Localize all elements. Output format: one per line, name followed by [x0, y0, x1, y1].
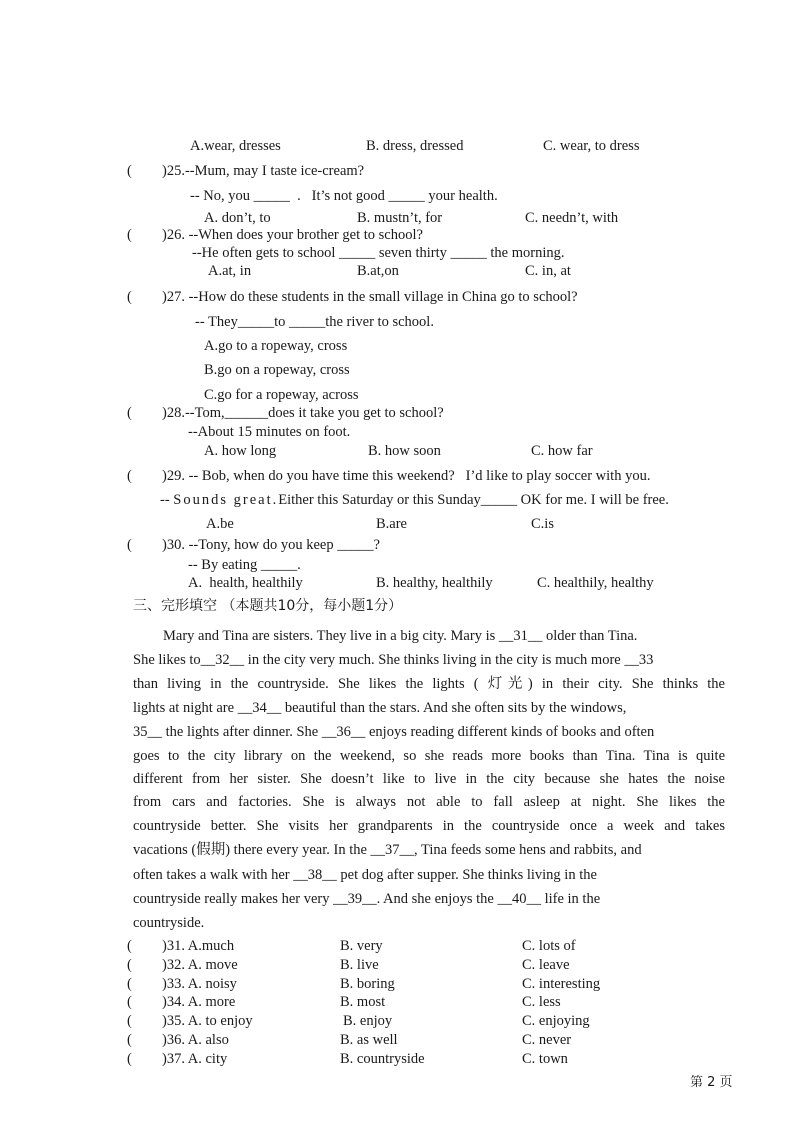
passage-line-6: goes to the city library on the weekend, so she reads more books than Tina. Tina is quite [133, 748, 725, 764]
q29-option-b: B.are [376, 516, 407, 532]
q26-stem: )26. --When does your brother get to school? [162, 227, 423, 243]
passage-text: vacations (假期) there every year. In the [133, 842, 371, 858]
blank-36: __36__ [321, 724, 366, 740]
passage-line-3: than living in the countryside. She likes the lights ( 灯光) in their city. She thinks the [133, 676, 725, 692]
cloze-option-a: )36. A. also [162, 1032, 229, 1048]
passage-line-13: countryside. [133, 915, 205, 931]
q27-stem: )27. --How do these students in the small village in China go to school? [162, 289, 578, 305]
q27-option-a: A.go to a ropeway, cross [204, 338, 348, 354]
q26-option-b: B.at,on [357, 263, 399, 279]
q28-option-a: A. how long [204, 443, 277, 459]
cloze-answer-paren: ( [127, 957, 132, 973]
cloze-option-a: )33. A. noisy [162, 976, 237, 992]
passage-text: life in the [540, 891, 601, 907]
passage-line-9: countryside better. She visits her grandparents in the countryside once a week and takes [133, 818, 725, 834]
cloze-option-b: B. as well [340, 1032, 398, 1048]
q25-answer-paren: ( [127, 163, 132, 179]
passage-text: enjoys reading different kinds of books and often [365, 724, 655, 740]
blank-38: __38__ [293, 867, 337, 883]
passage-line-4 [133, 699, 725, 717]
cloze-option-b: B. enjoy [343, 1013, 393, 1029]
q28-stem: )28.--Tom,______does it take you get to school? [162, 405, 444, 421]
section-heading-cloze: 三、完形填空 （本题共10分，每小题1分） [133, 598, 403, 614]
passage-text: in the city very much. She thinks living in the city is much more [244, 652, 625, 668]
q26-option-c: C. in, at [525, 263, 571, 279]
blank-37: __37__ [370, 842, 415, 858]
passage-line-12 [133, 890, 725, 908]
q30-option-a: A. health, healthily [188, 575, 303, 591]
cloze-option-c: C. interesting [522, 976, 601, 992]
blank-33: __33 [624, 652, 654, 668]
q29-reply-dash: -- [160, 492, 174, 508]
cloze-answer-paren: ( [127, 938, 132, 954]
cloze-option-a: )31. A.much [162, 938, 235, 954]
cloze-option-b: B. countryside [340, 1051, 425, 1067]
passage-text: She likes to [133, 652, 201, 668]
q24-option-a: A.wear, dresses [190, 138, 281, 154]
q25-stem: )25.--Mum, may I taste ice-cream? [162, 163, 365, 179]
passage-text: pet dog after supper. She thinks living in the [336, 867, 597, 883]
cloze-option-a: )35. A. to enjoy [162, 1013, 253, 1029]
q29-option-c: C.is [531, 516, 554, 532]
q29-reply-greeting: Sounds great. [173, 492, 279, 508]
passage-line-8: from cars and factories. She is always not able to fall asleep at night. She likes the [133, 794, 725, 810]
q26-reply: --He often gets to school _____ seven thirty _____ the morning. [192, 245, 565, 261]
passage-text: . And she enjoys the [376, 891, 498, 907]
passage-text: beautiful than the stars. And she often sits by the windows, [281, 700, 627, 716]
passage-line-7: different from her sister. She doesn’t like to live in the city because she hates the noise [133, 771, 725, 787]
q29-answer-paren: ( [127, 468, 132, 484]
q29-reply [160, 491, 669, 509]
cloze-option-b: B. very [340, 938, 383, 954]
cloze-answer-paren: ( [127, 1051, 132, 1067]
passage-text: the lights after dinner. She [162, 724, 322, 740]
q24-option-c: C. wear, to dress [543, 138, 640, 154]
passage-text: lights at night are [133, 700, 238, 716]
q26-answer-paren: ( [127, 227, 132, 243]
passage-text: older than Tina. [542, 628, 638, 644]
q27-answer-paren: ( [127, 289, 132, 305]
cloze-option-b: B. most [340, 994, 386, 1010]
cloze-option-b: B. boring [340, 976, 395, 992]
blank-39: __39__ [333, 891, 377, 907]
q30-reply: -- By eating _____. [188, 557, 301, 573]
blank-35: 35__ [133, 724, 162, 740]
passage-line-10 [133, 841, 725, 859]
page-number: 第 2 页 [690, 1075, 733, 1090]
cloze-option-a: )32. A. move [162, 957, 238, 973]
cloze-answer-paren: ( [127, 994, 132, 1010]
q29-stem: )29. -- Bob, when do you have time this weekend? I’d like to play soccer with you. [162, 468, 651, 484]
passage-text: often takes a walk with her [133, 867, 294, 883]
cloze-answer-paren: ( [127, 976, 132, 992]
q28-option-c: C. how far [531, 443, 593, 459]
q28-option-b: B. how soon [368, 443, 441, 459]
q25-option-b: B. mustn’t, for [357, 210, 443, 226]
q30-answer-paren: ( [127, 537, 132, 553]
q28-reply: --About 15 minutes on foot. [188, 424, 351, 440]
cloze-answer-paren: ( [127, 1032, 132, 1048]
q30-option-b: B. healthy, healthily [376, 575, 493, 591]
cloze-answer-paren: ( [127, 1013, 132, 1029]
cloze-option-c: C. enjoying [522, 1013, 590, 1029]
q28-answer-paren: ( [127, 405, 132, 421]
blank-31: __31__ [498, 628, 543, 644]
q25-option-c: C. needn’t, with [525, 210, 619, 226]
passage-line-1 [163, 627, 725, 645]
blank-34: __34__ [237, 700, 282, 716]
q30-option-c: C. healthily, healthy [537, 575, 654, 591]
passage-text: , Tina feeds some hens and rabbits, and [414, 842, 642, 858]
blank-40: __40__ [497, 891, 541, 907]
cloze-option-b: B. live [340, 957, 379, 973]
q27-option-c: C.go for a ropeway, across [204, 387, 359, 403]
passage-text: countryside really makes her very [133, 891, 334, 907]
blank-32: __32__ [200, 652, 245, 668]
cloze-option-a: )34. A. more [162, 994, 236, 1010]
cloze-option-c: C. town [522, 1051, 568, 1067]
q29-option-a: A.be [206, 516, 234, 532]
q29-reply-rest: Either this Saturday or this Sunday_____ OK for me. I will be free. [278, 492, 669, 508]
cloze-option-c: C. less [522, 994, 561, 1010]
cloze-option-c: C. lots of [522, 938, 576, 954]
passage-line-11 [133, 866, 725, 884]
q27-option-b: B.go on a ropeway, cross [204, 362, 350, 378]
q30-stem: )30. --Tony, how do you keep _____? [162, 537, 380, 553]
cloze-option-a: )37. A. city [162, 1051, 228, 1067]
q26-option-a: A.at, in [208, 263, 252, 279]
q25-reply: -- No, you _____ . It’s not good _____ your health. [190, 188, 498, 204]
q27-reply: -- They_____to _____the river to school. [195, 314, 434, 330]
passage-text: Mary and Tina are sisters. They live in a big city. Mary is [163, 628, 499, 644]
q24-option-b: B. dress, dressed [366, 138, 464, 154]
passage-line-5 [133, 723, 725, 741]
cloze-option-c: C. leave [522, 957, 570, 973]
q25-option-a: A. don’t, to [204, 210, 271, 226]
passage-line-2 [133, 651, 725, 669]
cloze-option-c: C. never [522, 1032, 572, 1048]
